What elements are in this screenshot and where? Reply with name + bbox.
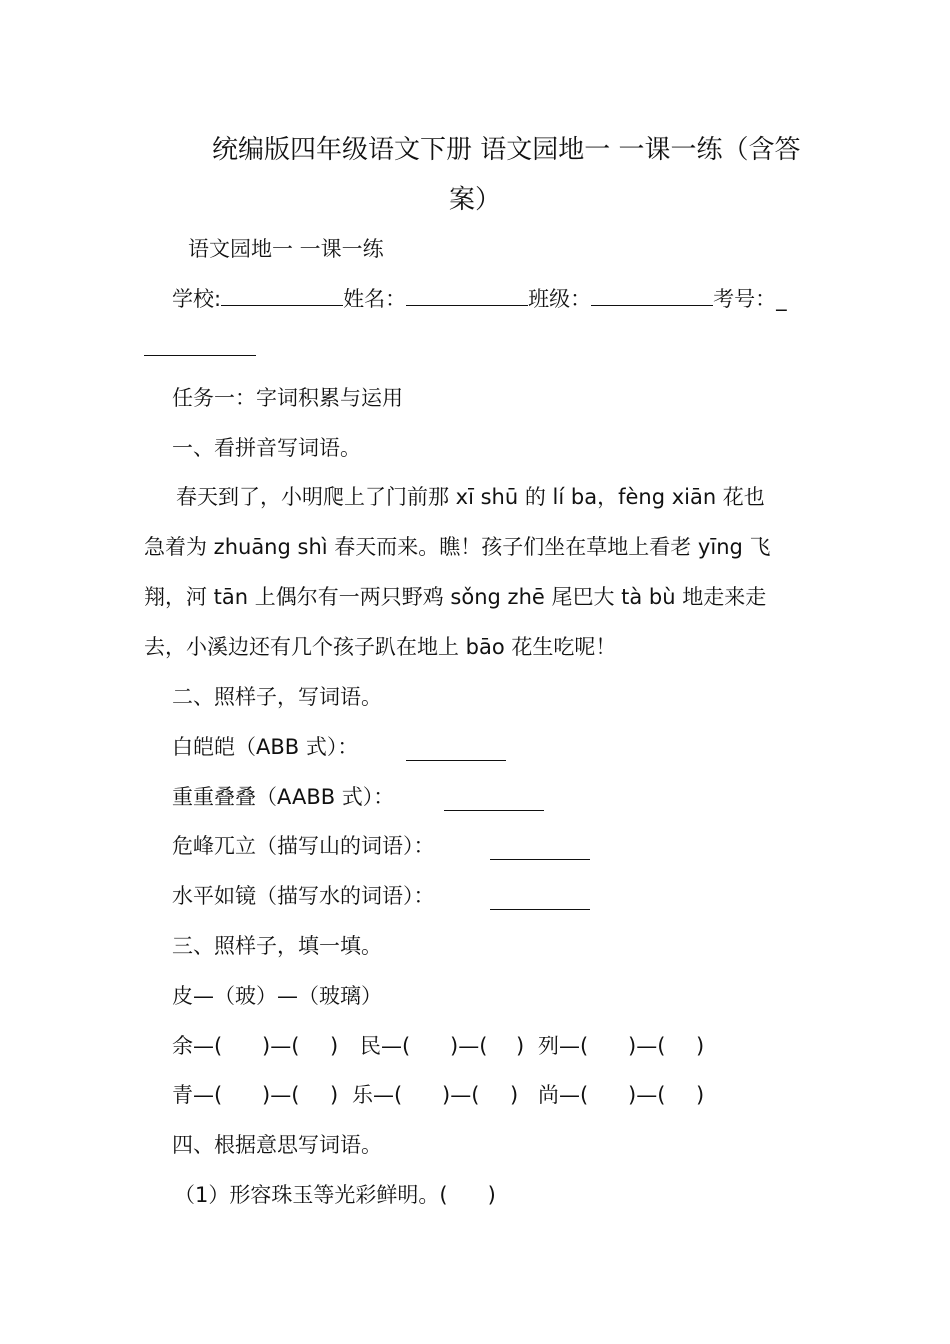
name-blank[interactable] — [406, 285, 528, 306]
pinyin-paragraph-line: 急着为 zhuāng shì 春天而来。瞧！孩子们坐在草地上看老 yīng 飞 — [144, 535, 771, 559]
document-title-line1: 统编版四年级语文下册 语文园地一 一课一练（含答 — [212, 135, 801, 165]
pinyin-paragraph-line: 翔，河 tān 上偶尔有一两只野鸡 sǒng zhē 尾巴大 tà bù 地走来走 — [144, 585, 767, 609]
fill-cell: ) — [696, 1034, 705, 1058]
fill-example: 皮—（玻）—（玻璃） — [172, 984, 382, 1008]
question-1-text: （1）形容珠玉等光彩鲜明。( — [174, 1183, 448, 1207]
word-item — [172, 881, 435, 911]
task-heading: 任务一：字词积累与运用 — [172, 386, 403, 410]
word-item-label: 危峰兀立（描写山的词语）： — [172, 834, 435, 858]
school-label: 学校: — [172, 287, 222, 311]
fill-cell: 乐—( — [352, 1083, 403, 1107]
word-item-label: 重重叠叠（AABB 式）： — [172, 785, 395, 809]
word-item-label: 白皑皑（ABB 式）： — [172, 735, 359, 759]
fill-cell: )—( — [262, 1034, 300, 1058]
fill-cell: ) — [330, 1034, 339, 1058]
word-item-blank[interactable] — [490, 889, 590, 910]
fill-cell: )—( — [262, 1083, 300, 1107]
class-label: 班级： — [528, 287, 592, 311]
fill-cell: 青—( — [172, 1083, 223, 1107]
word-item-blank[interactable] — [490, 839, 590, 860]
fill-cell: )—( — [442, 1083, 480, 1107]
header-fields — [172, 284, 787, 314]
word-item-label: 水平如镜（描写水的词语）： — [172, 884, 435, 908]
fill-cell: )—( — [450, 1034, 488, 1058]
word-item-blank[interactable] — [406, 740, 506, 761]
section4-heading: 四、根据意思写词语。 — [172, 1133, 382, 1157]
word-item — [172, 782, 394, 812]
word-item-blank[interactable] — [444, 790, 544, 811]
subtitle: 语文园地一 一课一练 — [188, 237, 384, 261]
question-1-close: ) — [487, 1183, 496, 1207]
fill-cell: ) — [510, 1083, 519, 1107]
pinyin-paragraph-line: 去，小溪边还有几个孩子趴在地上 bāo 花生吃呢！ — [144, 635, 617, 659]
fill-cell: )—( — [628, 1083, 666, 1107]
pinyin-paragraph-line: 春天到了，小明爬上了门前那 xī shū 的 lí ba，fèng xiān 花也 — [176, 485, 765, 509]
fill-cell: 列—( — [538, 1034, 589, 1058]
school-blank[interactable] — [221, 285, 343, 306]
section2-heading: 二、照样子，写词语。 — [172, 685, 382, 709]
name-label: 姓名： — [343, 287, 407, 311]
class-blank[interactable] — [591, 285, 713, 306]
fill-cell: 余—( — [172, 1034, 223, 1058]
fill-cell: ) — [330, 1083, 339, 1107]
exam-no-continuation — [144, 334, 256, 364]
section3-heading: 三、照样子，填一填。 — [172, 934, 382, 958]
exam-no-label: 考号：_ — [713, 287, 787, 311]
question-1 — [174, 1180, 496, 1210]
fill-cell: 尚—( — [538, 1083, 589, 1107]
exam-no-blank[interactable] — [144, 335, 256, 356]
fill-cell: ) — [516, 1034, 525, 1058]
word-item — [172, 831, 435, 861]
fill-cell: 民—( — [360, 1034, 411, 1058]
section1-heading: 一、看拼音写词语。 — [172, 436, 361, 460]
document-title-line2: 案） — [449, 185, 502, 215]
fill-cell: )—( — [628, 1034, 666, 1058]
fill-cell: ) — [696, 1083, 705, 1107]
word-item — [172, 732, 358, 762]
